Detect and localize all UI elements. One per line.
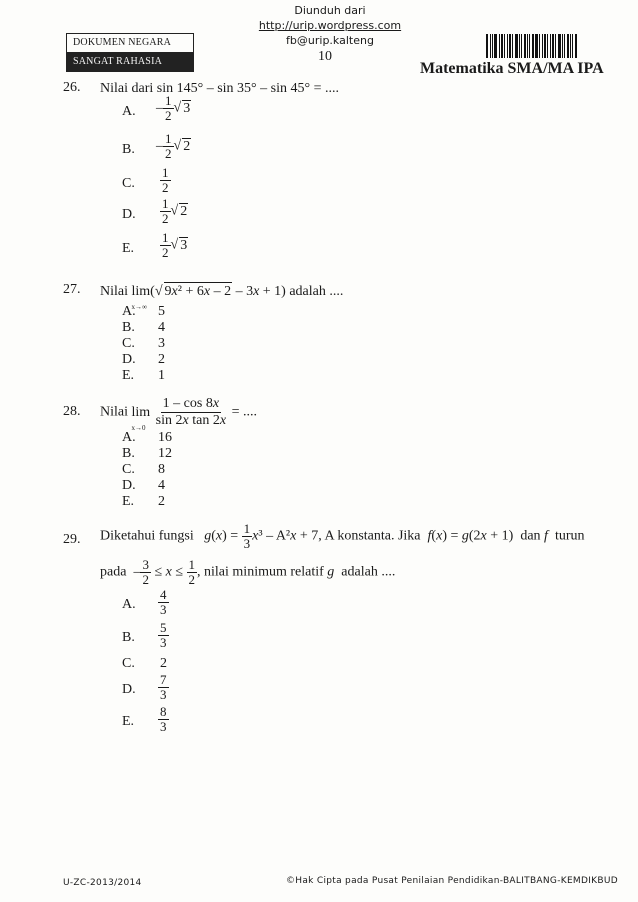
- barcode-stripe: [490, 34, 491, 58]
- option-value: 16: [158, 430, 172, 445]
- barcode-stripe: [529, 34, 530, 58]
- option-letter: E.: [122, 494, 135, 509]
- limit-operator: lim x→∞: [131, 284, 151, 311]
- question-number: 29.: [63, 532, 81, 547]
- option-value: 2: [160, 656, 167, 671]
- document-label: DOKUMEN NEGARA: [66, 33, 194, 53]
- barcode-stripe: [552, 34, 554, 58]
- question-number: 26.: [63, 80, 81, 95]
- lim-text: lim: [131, 284, 151, 299]
- stem-prefix: Nilai: [100, 284, 128, 299]
- barcode-stripe: [527, 34, 528, 58]
- barcode-stripe: [512, 34, 513, 58]
- option-letter: B.: [122, 630, 135, 645]
- stem-end: adalah ....: [341, 564, 396, 580]
- stem-mid: , A konstanta. Jika: [318, 528, 421, 544]
- option-value: $\frac{1}{2}$: [162, 165, 169, 195]
- option-letter: D.: [122, 682, 136, 697]
- option-value: 4: [158, 320, 165, 335]
- barcode-stripe: [575, 34, 577, 58]
- barcode-stripe: [558, 34, 561, 58]
- barcode-stripe: [570, 34, 571, 58]
- question-number: 27.: [63, 282, 81, 297]
- barcode-stripe: [492, 34, 493, 58]
- barcode-stripe: [544, 34, 546, 58]
- stem-prefix: Nilai: [100, 404, 128, 420]
- contact-text: fb@urip.kalteng: [286, 34, 374, 47]
- subject-title: Matematika SMA/MA IPA: [420, 60, 604, 77]
- question-stem: Nilai dari sin 145° – sin 35° – sin 45° = ....: [100, 81, 339, 96]
- option-letter: C.: [122, 462, 135, 477]
- stem-prefix: Diketahui fungsi: [100, 528, 194, 544]
- option-value: 8: [158, 462, 165, 477]
- barcode-stripe: [507, 34, 508, 58]
- barcode-stripe: [519, 34, 520, 58]
- barcode-image: [486, 34, 584, 58]
- question-number: 28.: [63, 404, 81, 419]
- stem-suffix: = ....: [231, 404, 257, 420]
- barcode-stripe: [494, 34, 497, 58]
- stem-turun: turun: [554, 528, 585, 544]
- option-letter: C.: [122, 176, 135, 191]
- option-value: 4: [158, 478, 165, 493]
- lim-text: lim: [131, 404, 151, 420]
- barcode-stripe: [572, 34, 573, 58]
- barcode-stripe: [535, 34, 538, 58]
- barcode-stripe: [567, 34, 569, 58]
- barcode-stripe: [486, 34, 488, 58]
- option-value: $\frac{8}{3}$: [160, 704, 167, 734]
- secret-label: SANGAT RAHASIA: [66, 52, 194, 72]
- question-stem-line1: Diketahui fungsi g(x) = $\frac{1}{3}$ x³ – A²x + 7, A konstanta. Jika f(x) = g(2x + 1) dan f turun: [100, 521, 585, 551]
- barcode-stripe: [499, 34, 500, 58]
- option-letter: B.: [122, 446, 135, 461]
- page-number: 10: [318, 49, 332, 64]
- option-letter: C.: [122, 336, 135, 351]
- limit-operator: lim x→0: [131, 404, 151, 432]
- option-value: 2: [158, 494, 165, 509]
- option-letter: A.: [122, 430, 136, 445]
- option-value: $\frac{7}{3}$: [160, 672, 167, 702]
- stem-pada: pada: [100, 564, 127, 580]
- option-value: 2: [158, 352, 165, 367]
- option-value: $\frac{1}{2}$ √ 2: [162, 196, 188, 226]
- stem-and: dan: [520, 528, 541, 544]
- option-letter: A.: [122, 597, 136, 612]
- barcode-stripe: [539, 34, 540, 58]
- source-link[interactable]: http://urip.wordpress.com: [258, 19, 402, 32]
- option-value: $\frac{4}{3}$: [160, 587, 167, 617]
- source-prefix: Diunduh dari: [294, 4, 366, 17]
- barcode-stripe: [542, 34, 543, 58]
- stem-suffix: adalah ....: [289, 284, 344, 299]
- option-value: 12: [158, 446, 172, 461]
- footer-code: U-ZC-2013/2014: [63, 878, 142, 888]
- question-stem-line2: pada – $\frac{3}{2}$ ≤ x ≤ $\frac{1}{2}$ , nilai minimum relatif g adalah ....: [100, 557, 396, 587]
- option-letter: E.: [122, 714, 135, 729]
- barcode-stripe: [509, 34, 511, 58]
- option-value: 1: [158, 368, 165, 383]
- barcode-stripe: [555, 34, 556, 58]
- option-value: $\frac{5}{3}$: [160, 620, 167, 650]
- option-letter: A.: [122, 304, 136, 319]
- option-letter: D.: [122, 207, 136, 222]
- option-letter: E.: [122, 241, 135, 256]
- barcode-stripe: [532, 34, 534, 58]
- option-letter: D.: [122, 352, 136, 367]
- question-stem: Nilai lim x→0 $\frac{1 - \cos 8x}{\text{sin 2x tan 2x}}$ = ....: [100, 396, 257, 432]
- barcode-stripe: [564, 34, 565, 58]
- option-letter: D.: [122, 478, 136, 493]
- option-value: $\frac{1}{2}$ √ 3: [162, 230, 188, 260]
- option-letter: E.: [122, 368, 135, 383]
- option-letter: B.: [122, 142, 135, 157]
- barcode-stripe: [550, 34, 551, 58]
- option-letter: C.: [122, 656, 135, 671]
- option-value: – $\frac{1}{2}$ √ 2: [156, 131, 191, 161]
- option-value: 3: [158, 336, 165, 351]
- option-value: 5: [158, 304, 165, 319]
- barcode-stripe: [515, 34, 518, 58]
- barcode-stripe: [501, 34, 503, 58]
- question-stem: Nilai lim x→∞ (√ 9x² + 6x – 2 – 3x + 1) adalah ....: [100, 284, 344, 311]
- source-line: [230, 3, 430, 48]
- option-letter: A.: [122, 104, 136, 119]
- barcode-stripe: [524, 34, 526, 58]
- option-letter: B.: [122, 320, 135, 335]
- stem-rest: , nilai minimum relatif: [197, 564, 324, 580]
- barcode-stripe: [547, 34, 548, 58]
- barcode-stripe: [504, 34, 505, 58]
- barcode-stripe: [521, 34, 522, 58]
- option-value: – $\frac{1}{2}$ √ 3: [156, 93, 191, 123]
- barcode-stripe: [562, 34, 563, 58]
- footer-copyright: ©Hak Cipta pada Pusat Penilaian Pendidikan-BALITBANG-KEMDIKBUD: [286, 876, 618, 886]
